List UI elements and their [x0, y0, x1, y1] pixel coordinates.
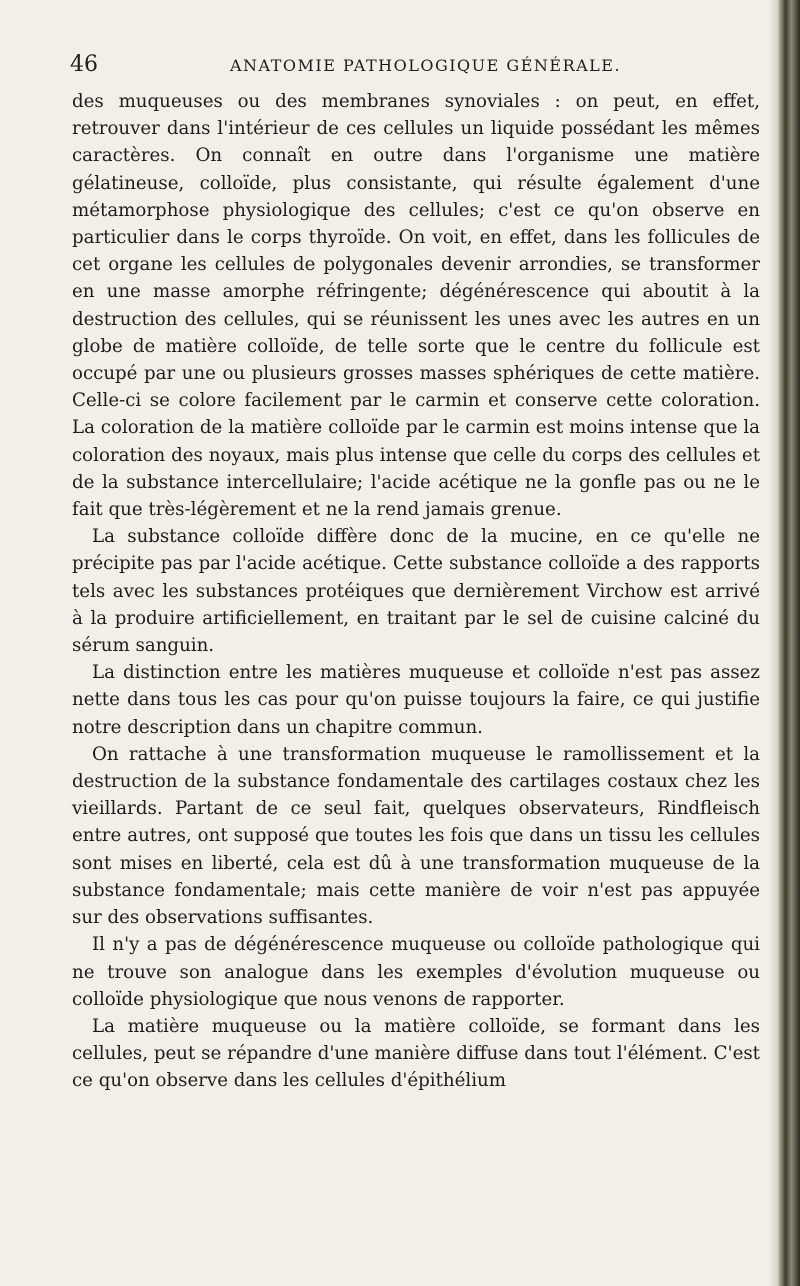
binding-shadow [768, 0, 778, 1286]
paragraph-4: On rattache à une transformation muqueuse le ramollissement et la destruction de la substance fondamentale des cartilages costaux chez les vieillards. Partant de ce seul fait, quelques observateurs, Rindfleisch entre autres, ont supposé que toutes les fois que dans un tissu les cellules sont mises en liberté, cela est dû à une transformation muqueuse de la substance fondamentale; mais cette manière de voir n'est pas appuyée sur des observations suffisantes. [72, 743, 760, 929]
paragraph-1: des muqueuses ou des membranes synoviales : on peut, en effet, retrouver dans l'intérieur de ces cellules un liquide possédant les mêmes caractères. On connaît en outre dans l'organisme une matière gélatineuse, colloïde, plus consistante, qui résulte également d'une métamorphose physiologique des cellules; c'est ce qu'on observe en particulier dans le corps thyroïde. On voit, en effet, dans les follicules de cet organe les cellules de polygonales devenir arrondies, se transformer en une masse amorphe réfringente; dégénérescence qui aboutit à la destruction des cellules, qui se réunissent les unes avec les autres en un globe de matière colloïde, de telle sorte que le centre du follicule est occupé par une ou plusieurs grosses masses sphériques de cette matière. Celle-ci se colore facilement par le carmin et conserve cette coloration. La coloration de la matière colloïde par le carmin est moins intense que la coloration des noyaux, mais plus intense que celle du corps des cellules et de la substance intercellulaire; l'acide acétique ne la gonfle pas ou ne le fait que très-légèrement et ne la rend jamais grenue. [72, 91, 760, 521]
paragraph-3: La distinction entre les matières muqueuse et colloïde n'est pas assez nette dans tous les cas pour qu'on puisse toujours la faire, ce qui justifie notre description dans un chapitre commun. [72, 662, 760, 738]
paragraph-6: La matière muqueuse ou la matière colloïde, se formant dans les cellules, peut se répandre d'une manière diffuse dans tout l'élément. C'est ce qu'on observe dans les cellules d'épithélium [72, 1015, 760, 1092]
paragraph-2: La substance colloïde diffère donc de la mucine, en ce qu'elle ne précipite pas par l'acide acétique. Cette substance colloïde a des rapports tels avec les substances protéiques que dernièrement Virchow est arrivé à la produire artificiellement, en traitant par le sel de cuisine calciné du sérum sanguin. [72, 526, 760, 657]
page-number: 46 [70, 52, 98, 77]
page-header [70, 52, 770, 82]
body-text [72, 88, 760, 1095]
running-title: ANATOMIE PATHOLOGIQUE GÉNÉRALE. [230, 56, 622, 75]
paragraph-5: Il n'y a pas de dégénérescence muqueuse ou colloïde pathologique qui ne trouve son analogue dans les exemples d'évolution muqueuse ou colloïde physiologique que nous venons de rapporter. [72, 934, 760, 1010]
book-binding-edge [778, 0, 800, 1286]
